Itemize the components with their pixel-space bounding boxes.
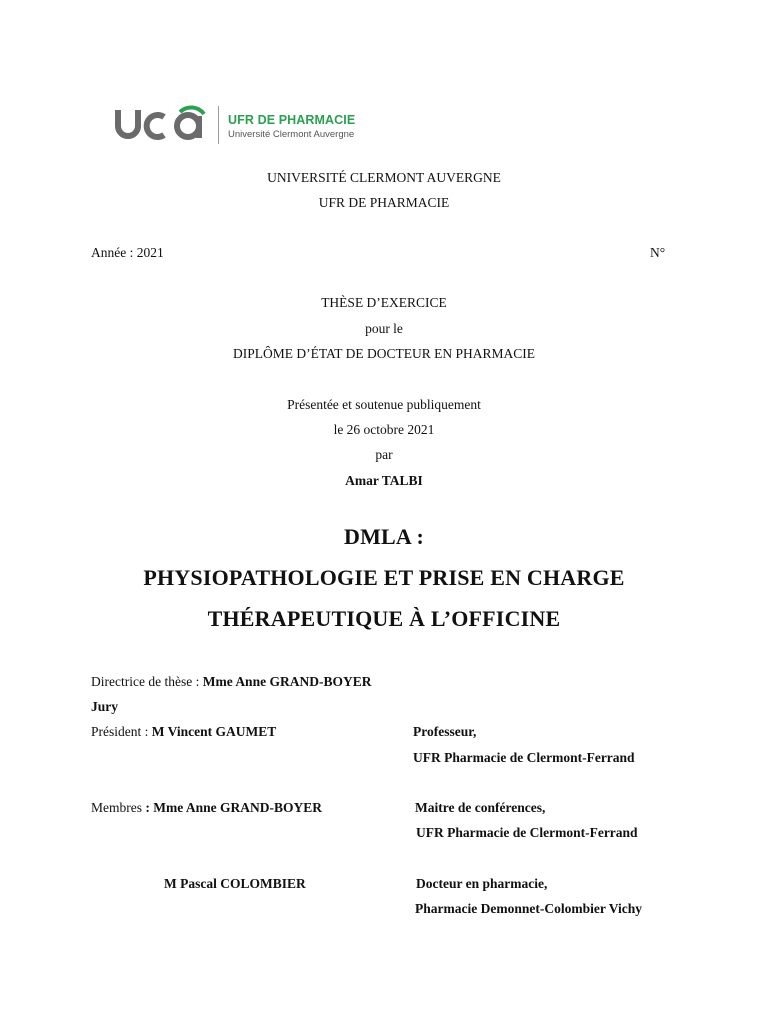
members-label: Membres xyxy=(91,800,146,815)
faculty-name: UFR DE PHARMACIE xyxy=(318,195,450,210)
director-label: Directrice de thèse : xyxy=(91,674,203,689)
defense-date: le 26 octobre 2021 xyxy=(333,422,435,437)
logo-subtext: Université Clermont Auvergne xyxy=(228,129,355,140)
thesis-type: THÈSE D’EXERCICE xyxy=(321,295,447,310)
diploma-name: DIPLÔME D’ÉTAT DE DOCTEUR EN PHARMACIE xyxy=(232,346,536,361)
author-name: Amar TALBI xyxy=(345,473,423,488)
year-label: Année : 2021 xyxy=(91,245,164,260)
university-name: UNIVERSITÉ CLERMONT AUVERGNE xyxy=(267,170,501,185)
uca-logo-mark-icon xyxy=(114,104,214,146)
president-affiliation: UFR Pharmacie de Clermont-Ferrand xyxy=(413,750,635,765)
uca-logo xyxy=(114,104,374,146)
title-line-3: THÉRAPEUTIQUE À L’OFFICINE xyxy=(207,606,561,631)
director-line xyxy=(91,674,371,690)
member-1-name: Mme Anne GRAND-BOYER xyxy=(153,800,322,815)
logo-text: UFR DE PHARMACIE xyxy=(228,113,356,127)
president-label: Président : xyxy=(91,724,152,739)
jury-label: Jury xyxy=(91,699,118,714)
members-line xyxy=(91,800,322,816)
president-title: Professeur, xyxy=(413,724,477,739)
president-name: M Vincent GAUMET xyxy=(151,724,277,739)
member-1-affiliation: UFR Pharmacie de Clermont-Ferrand xyxy=(416,825,638,840)
member-2-affiliation: Pharmacie Demonnet-Colombier Vichy xyxy=(415,901,642,916)
by-text: par xyxy=(375,447,393,462)
member-2-title: Docteur en pharmacie, xyxy=(416,876,548,891)
presented-text: Présentée et soutenue publiquement xyxy=(287,397,481,412)
president-line xyxy=(91,724,276,740)
member-2-name: M Pascal COLOMBIER xyxy=(164,876,306,891)
logo-separator xyxy=(218,106,219,144)
member-1-title: Maitre de conférences, xyxy=(415,800,546,815)
thesis-for: pour le xyxy=(365,321,403,336)
number-label: N° xyxy=(650,245,666,260)
title-line-1: DMLA : xyxy=(343,524,425,549)
director-name: Mme Anne GRAND-BOYER xyxy=(202,674,372,689)
members-colon: : xyxy=(145,800,154,815)
title-line-2: PHYSIOPATHOLOGIE ET PRISE EN CHARGE xyxy=(143,565,625,590)
